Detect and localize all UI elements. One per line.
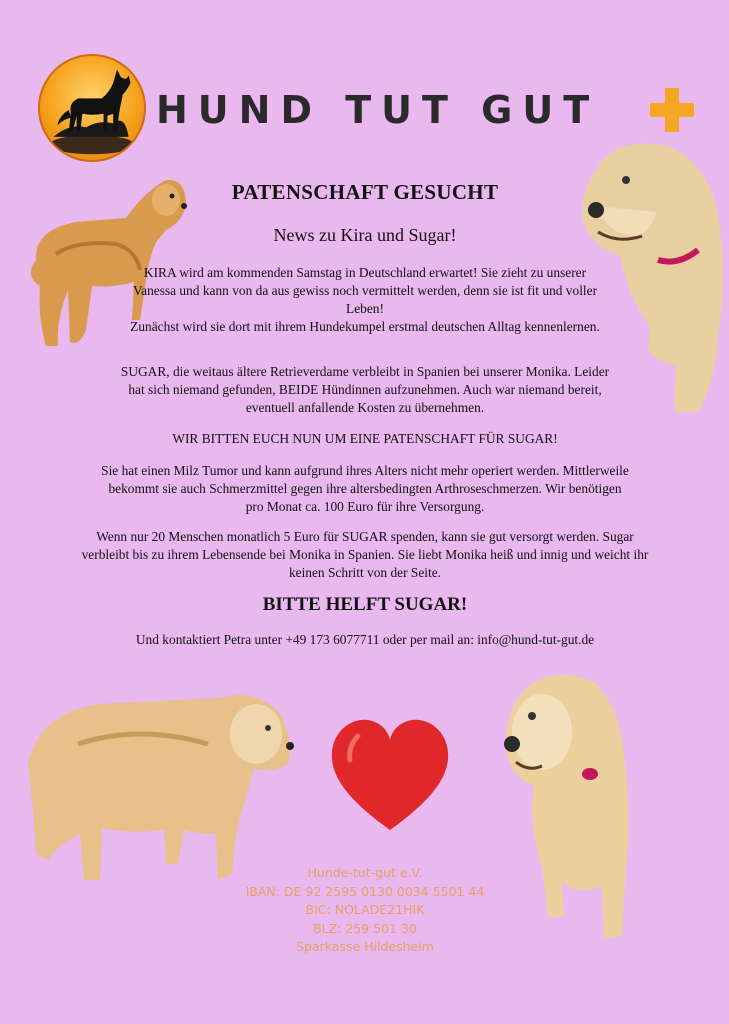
heart-icon [328,716,452,834]
bank-org: Hunde-tut-gut e.V. [307,865,423,880]
brand-wordmark: HUND TUT GUT [156,88,600,132]
wolf-logo-icon [38,54,146,162]
kira-text-1: KIRA wird am kommenden Samstag in Deutschland erwartet! Sie zieht zu unserer Vanessa und kann von da aus gewiss noch vermittelt werden, denn sie ist fit und voller Leben! [132,265,598,316]
kira-paragraph [130,264,600,336]
sugar-paragraph: SUGAR, die weitaus ältere Retrieverdame verbleibt in Spanien bei unserer Monika. Leider hat sich niemand gefunden, BEIDE Hündinnen aufzunehmen. Auch war niemand bereit, eventuell anfallende Kosten zu übernehmen. [120,364,610,415]
contact-line: Und kontaktiert Petra unter +49 173 6077711 oder per mail an: info@hund-tut-gut.de [135,632,595,647]
bank-iban: IBAN: DE 92 2595 0130 0034 5501 44 [245,883,485,899]
dog-image-sugar-side [18,684,294,888]
health-paragraph: Sie hat einen Milz Tumor und kann aufgrund ihres Alters nicht mehr operiert werden. Mittlerweile bekommt sie auch Schmerzmittel gegen ihre altersbedingten Arthroseschmerzen. Wir benötigen pro Monat ca. 100 Euro für ihre Versorgung. [101,463,629,514]
kira-text-2: Zunächst wird sie dort mit ihrem Hundekumpel erstmal deutschen Alltag kennenlernen. [130,319,600,334]
bank-bic: BIC: NOLADE21HIK [305,902,425,917]
page-subtitle: News zu Kira und Sugar! [273,225,457,245]
appeal-paragraph: WIR BITTEN EUCH NUN UM EINE PATENSCHAFT FÜR SUGAR! [172,431,558,446]
call-to-action-heading: BITTE HELFT SUGAR! [262,594,468,615]
dog-image-sugar-front [498,666,638,956]
page-title: PATENSCHAFT GESUCHT [231,180,499,204]
bank-name: Sparkasse Hildesheim [296,939,434,954]
bank-details [230,864,500,957]
plus-icon [650,88,694,132]
bank-blz: BLZ: 259 501 30 [313,920,417,936]
donation-paragraph: Wenn nur 20 Menschen monatlich 5 Euro für SUGAR spenden, kann sie gut versorgt werden. Sugar verbleibt bis zu ihrem Lebensende bei Monika in Spanien. Sie liebt Monika heiß und innig und weicht ihr keinen Schritt von der Seite. [81,529,649,580]
